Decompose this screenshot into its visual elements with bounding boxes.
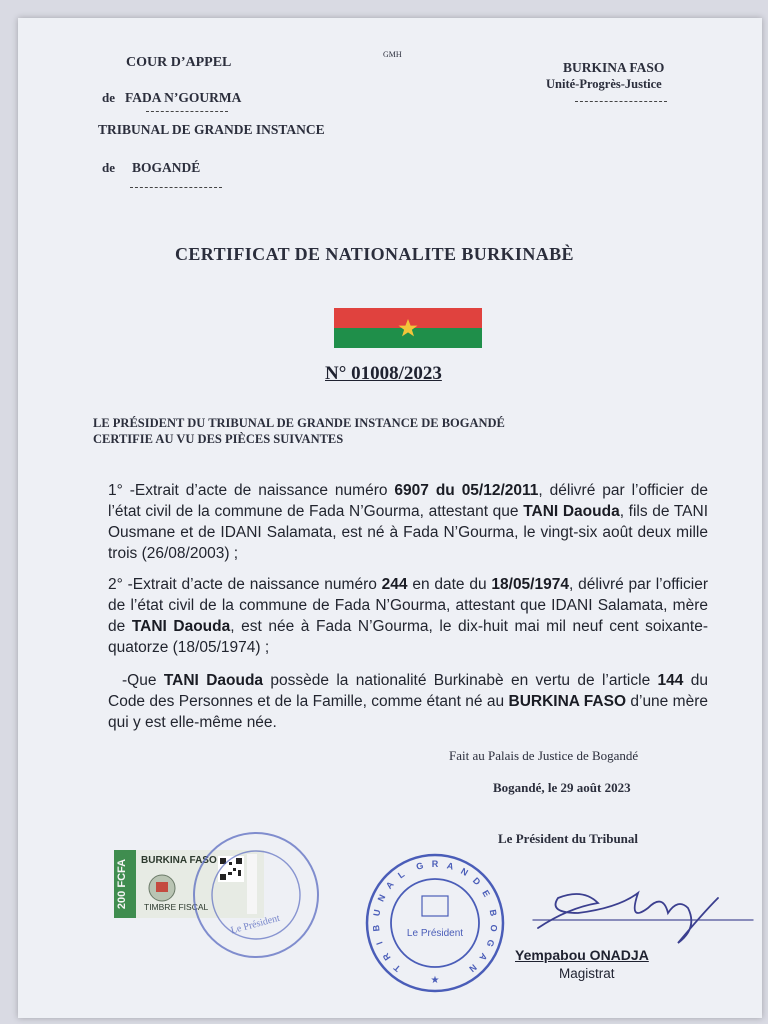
document-title: CERTIFICAT DE NATIONALITE BURKINABÈ <box>175 244 574 264</box>
svg-text:R: R <box>380 951 393 963</box>
person-name: TANI Daouda <box>523 503 620 520</box>
text: , fils de TANI Ousmane et de IDANI Salamata, est né à Fada N’Gourma, le vingt-six août deux mille trois (26/08/2003) ; <box>108 503 709 562</box>
record-date: 18/05/1974 <box>491 576 569 593</box>
svg-text:G: G <box>415 860 425 872</box>
tribunal-city: BOGANDÉ <box>132 160 201 175</box>
svg-text:L: L <box>396 868 407 881</box>
person-name: TANI Daouda <box>163 672 264 689</box>
svg-text:A: A <box>445 860 455 872</box>
signatory-role: Magistrat <box>559 966 615 981</box>
svg-text:Le Président: Le Président <box>406 928 464 939</box>
country-name: BURKINA FASO <box>563 60 665 75</box>
record-number: 6907 du 05/12/2011 <box>394 482 539 499</box>
svg-text:O: O <box>488 924 500 933</box>
de-prefix-1: de <box>102 90 115 105</box>
text: possède la nationalité Burkinabè en vertu de l’article <box>263 672 658 689</box>
issue-date: Bogandé, le 29 août 2023 <box>493 780 631 795</box>
text: -Que <box>122 672 164 689</box>
svg-text:N: N <box>375 893 388 904</box>
svg-text:I: I <box>374 940 385 947</box>
left-seal-icon <box>178 830 328 960</box>
nationality-statement <box>108 670 708 733</box>
preamble-line-1: LE PRÉSIDENT DU TRIBUNAL DE GRANDE INSTANCE DE BOGANDÉ <box>93 416 505 430</box>
svg-text:TIMBRE FISCAL: TIMBRE FISCAL <box>144 902 209 912</box>
svg-text:B: B <box>487 908 499 917</box>
signatory-title: Le Président du Tribunal <box>498 831 639 846</box>
svg-text:D: D <box>470 875 483 888</box>
divider <box>130 187 222 188</box>
de-prefix-2: de <box>102 160 115 175</box>
burkina-faso-flag <box>334 308 482 348</box>
country-name: BURKINA FASO <box>508 693 626 710</box>
place-of-issue: Fait au Palais de Justice de Bogandé <box>449 748 639 763</box>
preamble-line-2: CERTIFIE AU VU DES PIÈCES SUIVANTES <box>93 432 344 446</box>
person-name: TANI Daouda <box>131 618 231 635</box>
svg-text:G: G <box>484 938 497 949</box>
birth-extract-child <box>108 480 708 564</box>
signature-icon <box>528 868 758 948</box>
text: , délivré par l’officier de l’état civil de la commune de Fada N’Gourma, attestant que <box>108 482 708 520</box>
svg-text:200 FCFA: 200 FCFA <box>116 858 128 910</box>
text: du Code des Personnes et de la Famille, comme étant né au <box>108 672 709 710</box>
birth-extract-mother <box>108 574 708 658</box>
court-city: FADA N’GOURMA <box>125 90 242 105</box>
text: d’une mère qui y est elle-même née. <box>108 693 708 731</box>
divider <box>146 111 228 112</box>
text: en date du <box>407 576 492 593</box>
svg-text:BURKINA FASO: BURKINA FASO <box>141 855 217 866</box>
article-number: 144 <box>657 672 684 689</box>
svg-text:R: R <box>431 859 439 869</box>
svg-text:A: A <box>477 951 490 963</box>
svg-text:U: U <box>371 908 383 917</box>
signatory-name: Yempabou ONADJA <box>515 947 649 963</box>
text: 2° -Extrait d’acte de naissance numéro <box>108 576 382 593</box>
national-motto: Unité-Progrès-Justice <box>546 77 662 91</box>
divider <box>575 101 667 102</box>
text: 1° -Extrait d’acte de naissance numéro <box>108 482 395 499</box>
header-mark: GMH <box>383 50 402 59</box>
svg-text:E: E <box>480 888 492 899</box>
record-number: 244 <box>381 576 408 593</box>
svg-text:N: N <box>467 962 479 975</box>
tribunal-seal-icon <box>360 848 510 998</box>
court-of-appeal: COUR D’APPEL <box>126 55 232 70</box>
svg-text:N: N <box>459 865 470 878</box>
svg-text:A: A <box>383 879 396 891</box>
text: , est née à Fada N’Gourma, le dix-huit mai mil neuf cent soixante-quatorze (18/05/1974) ; <box>108 618 708 656</box>
svg-text:★: ★ <box>430 975 440 986</box>
svg-text:T: T <box>391 962 403 974</box>
svg-text:B: B <box>370 924 382 932</box>
certificate-number: N° 01008/2023 <box>325 363 442 384</box>
text: , délivré par l’officier de l’état civil de la commune de Fada N’Gourma, attestant que IDANI Salamata, mère de <box>108 576 708 635</box>
document-sheet <box>18 18 762 1018</box>
svg-text:Le Président: Le Président <box>229 912 282 937</box>
tribunal-name: TRIBUNAL DE GRANDE INSTANCE <box>98 122 325 137</box>
